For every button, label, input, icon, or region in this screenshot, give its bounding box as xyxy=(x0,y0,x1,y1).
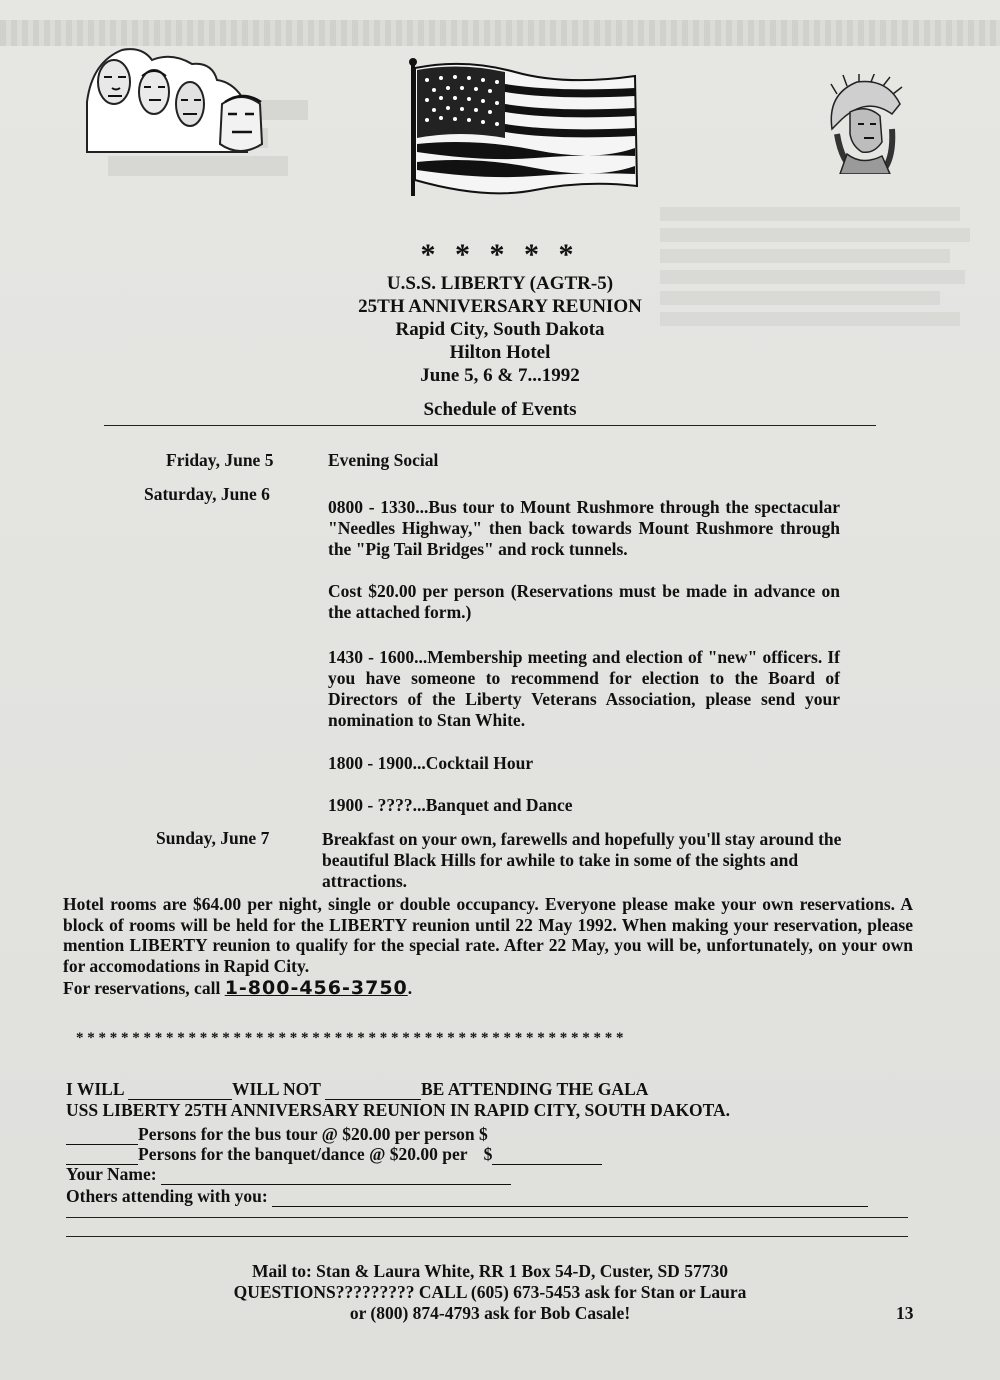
reunion-dates: June 5, 6 & 7...1992 xyxy=(420,365,580,386)
schedule-heading: Schedule of Events xyxy=(423,399,577,420)
others-attending-extra-line-2[interactable] xyxy=(66,1236,908,1237)
reservations-phone[interactable]: 1-800-456-3750 xyxy=(224,977,408,999)
schedule-rule xyxy=(104,425,876,426)
ship-name: U.S.S. LIBERTY (AGTR-5) xyxy=(386,273,614,294)
saturday-membership-meeting: 1430 - 1600...Membership meeting and election of "new" officers. If you have someone to recommend for election to the Board of Directors of the Liberty Veterans Association, please send your nomination to Stan White. xyxy=(328,647,840,730)
sunday-label: Sunday, June 7 xyxy=(156,828,270,848)
sunday-event: Breakfast on your own, farewells and hopefully you'll stay around the beautiful Black Hills for awhile to take in some of the sights and attractions. xyxy=(322,829,842,891)
attendance-line xyxy=(66,1079,906,1100)
your-name-field[interactable] xyxy=(161,1184,511,1185)
your-name-line xyxy=(66,1164,906,1185)
banquet-label: Persons for the banquet/dance @ $20.00 per xyxy=(138,1144,468,1164)
questions-contact: QUESTIONS????????? CALL (605) 673-5453 ask for Stan or Laura xyxy=(233,1282,747,1302)
mail-to: Mail to: Stan & Laura White, RR 1 Box 54-D, Custer, SD 57730 xyxy=(252,1261,728,1281)
native-american-chief-illustration xyxy=(812,74,912,174)
reservations-line xyxy=(63,978,913,999)
mount-rushmore-illustration xyxy=(82,42,282,157)
reservations-label: For reservations, call xyxy=(63,978,221,998)
reunion-hotel: Hilton Hotel xyxy=(449,342,551,363)
banquet-line xyxy=(66,1144,906,1165)
page-number: 13 xyxy=(896,1303,914,1323)
saturday-label: Saturday, June 6 xyxy=(144,484,270,504)
reunion-title: 25TH ANNIVERSARY REUNION xyxy=(358,296,642,317)
i-will-label: I WILL xyxy=(66,1079,124,1099)
others-attending-extra-line-1[interactable] xyxy=(66,1217,908,1218)
will-not-label: WILL NOT xyxy=(231,1079,321,1099)
banquet-dollar-sign: $ xyxy=(483,1144,493,1164)
form-reunion-line: USS LIBERTY 25TH ANNIVERSARY REUNION IN RAPID CITY, SOUTH DAKOTA. xyxy=(66,1100,731,1120)
others-attending-field[interactable] xyxy=(272,1206,868,1207)
others-attending-label: Others attending with you: xyxy=(66,1186,268,1206)
title-stars: * * * * * xyxy=(420,238,580,271)
hotel-info: Hotel rooms are $64.00 per night, single or double occupancy. Everyone please make your own reservations. A block of rooms will be held for the LIBERTY reunion until 22 May 1992. When making your reservation, please mention LIBERTY reunion to qualify for the special rate. After 22 May, you will be, unfortunately, on your own for accomodations in Rapid City. xyxy=(63,894,913,976)
saturday-bus-tour: 0800 - 1330...Bus tour to Mount Rushmore through the spectacular "Needles Highway," then back towards Mount Rushmore through the "Pig Tail Bridges" and rock tunnels. xyxy=(328,497,840,559)
bus-tour-line xyxy=(66,1124,906,1145)
bus-tour-label: Persons for the bus tour @ $20.00 per person $ xyxy=(138,1124,488,1144)
friday-event: Evening Social xyxy=(328,450,439,470)
alternate-contact: or (800) 874-4793 ask for Bob Casale! xyxy=(349,1303,631,1323)
friday-label: Friday, June 5 xyxy=(166,450,274,470)
saturday-bus-cost: Cost $20.00 per person (Reservations must be made in advance on the attached form.) xyxy=(328,581,840,622)
your-name-label: Your Name: xyxy=(66,1164,157,1184)
star-separator: * * * * * * * * * * * * * * * * * * * * * * * * * * * * * * * * * * * * * * * * * * * * * * * * * xyxy=(76,1030,624,1046)
reservations-period: . xyxy=(407,978,413,998)
reunion-city: Rapid City, South Dakota xyxy=(395,319,605,340)
saturday-banquet: 1900 - ????...Banquet and Dance xyxy=(328,795,573,815)
american-flag-illustration xyxy=(405,58,645,198)
attending-label: BE ATTENDING THE GALA xyxy=(420,1079,649,1099)
saturday-cocktail-hour: 1800 - 1900...Cocktail Hour xyxy=(328,753,534,773)
others-attending-line xyxy=(66,1186,916,1207)
